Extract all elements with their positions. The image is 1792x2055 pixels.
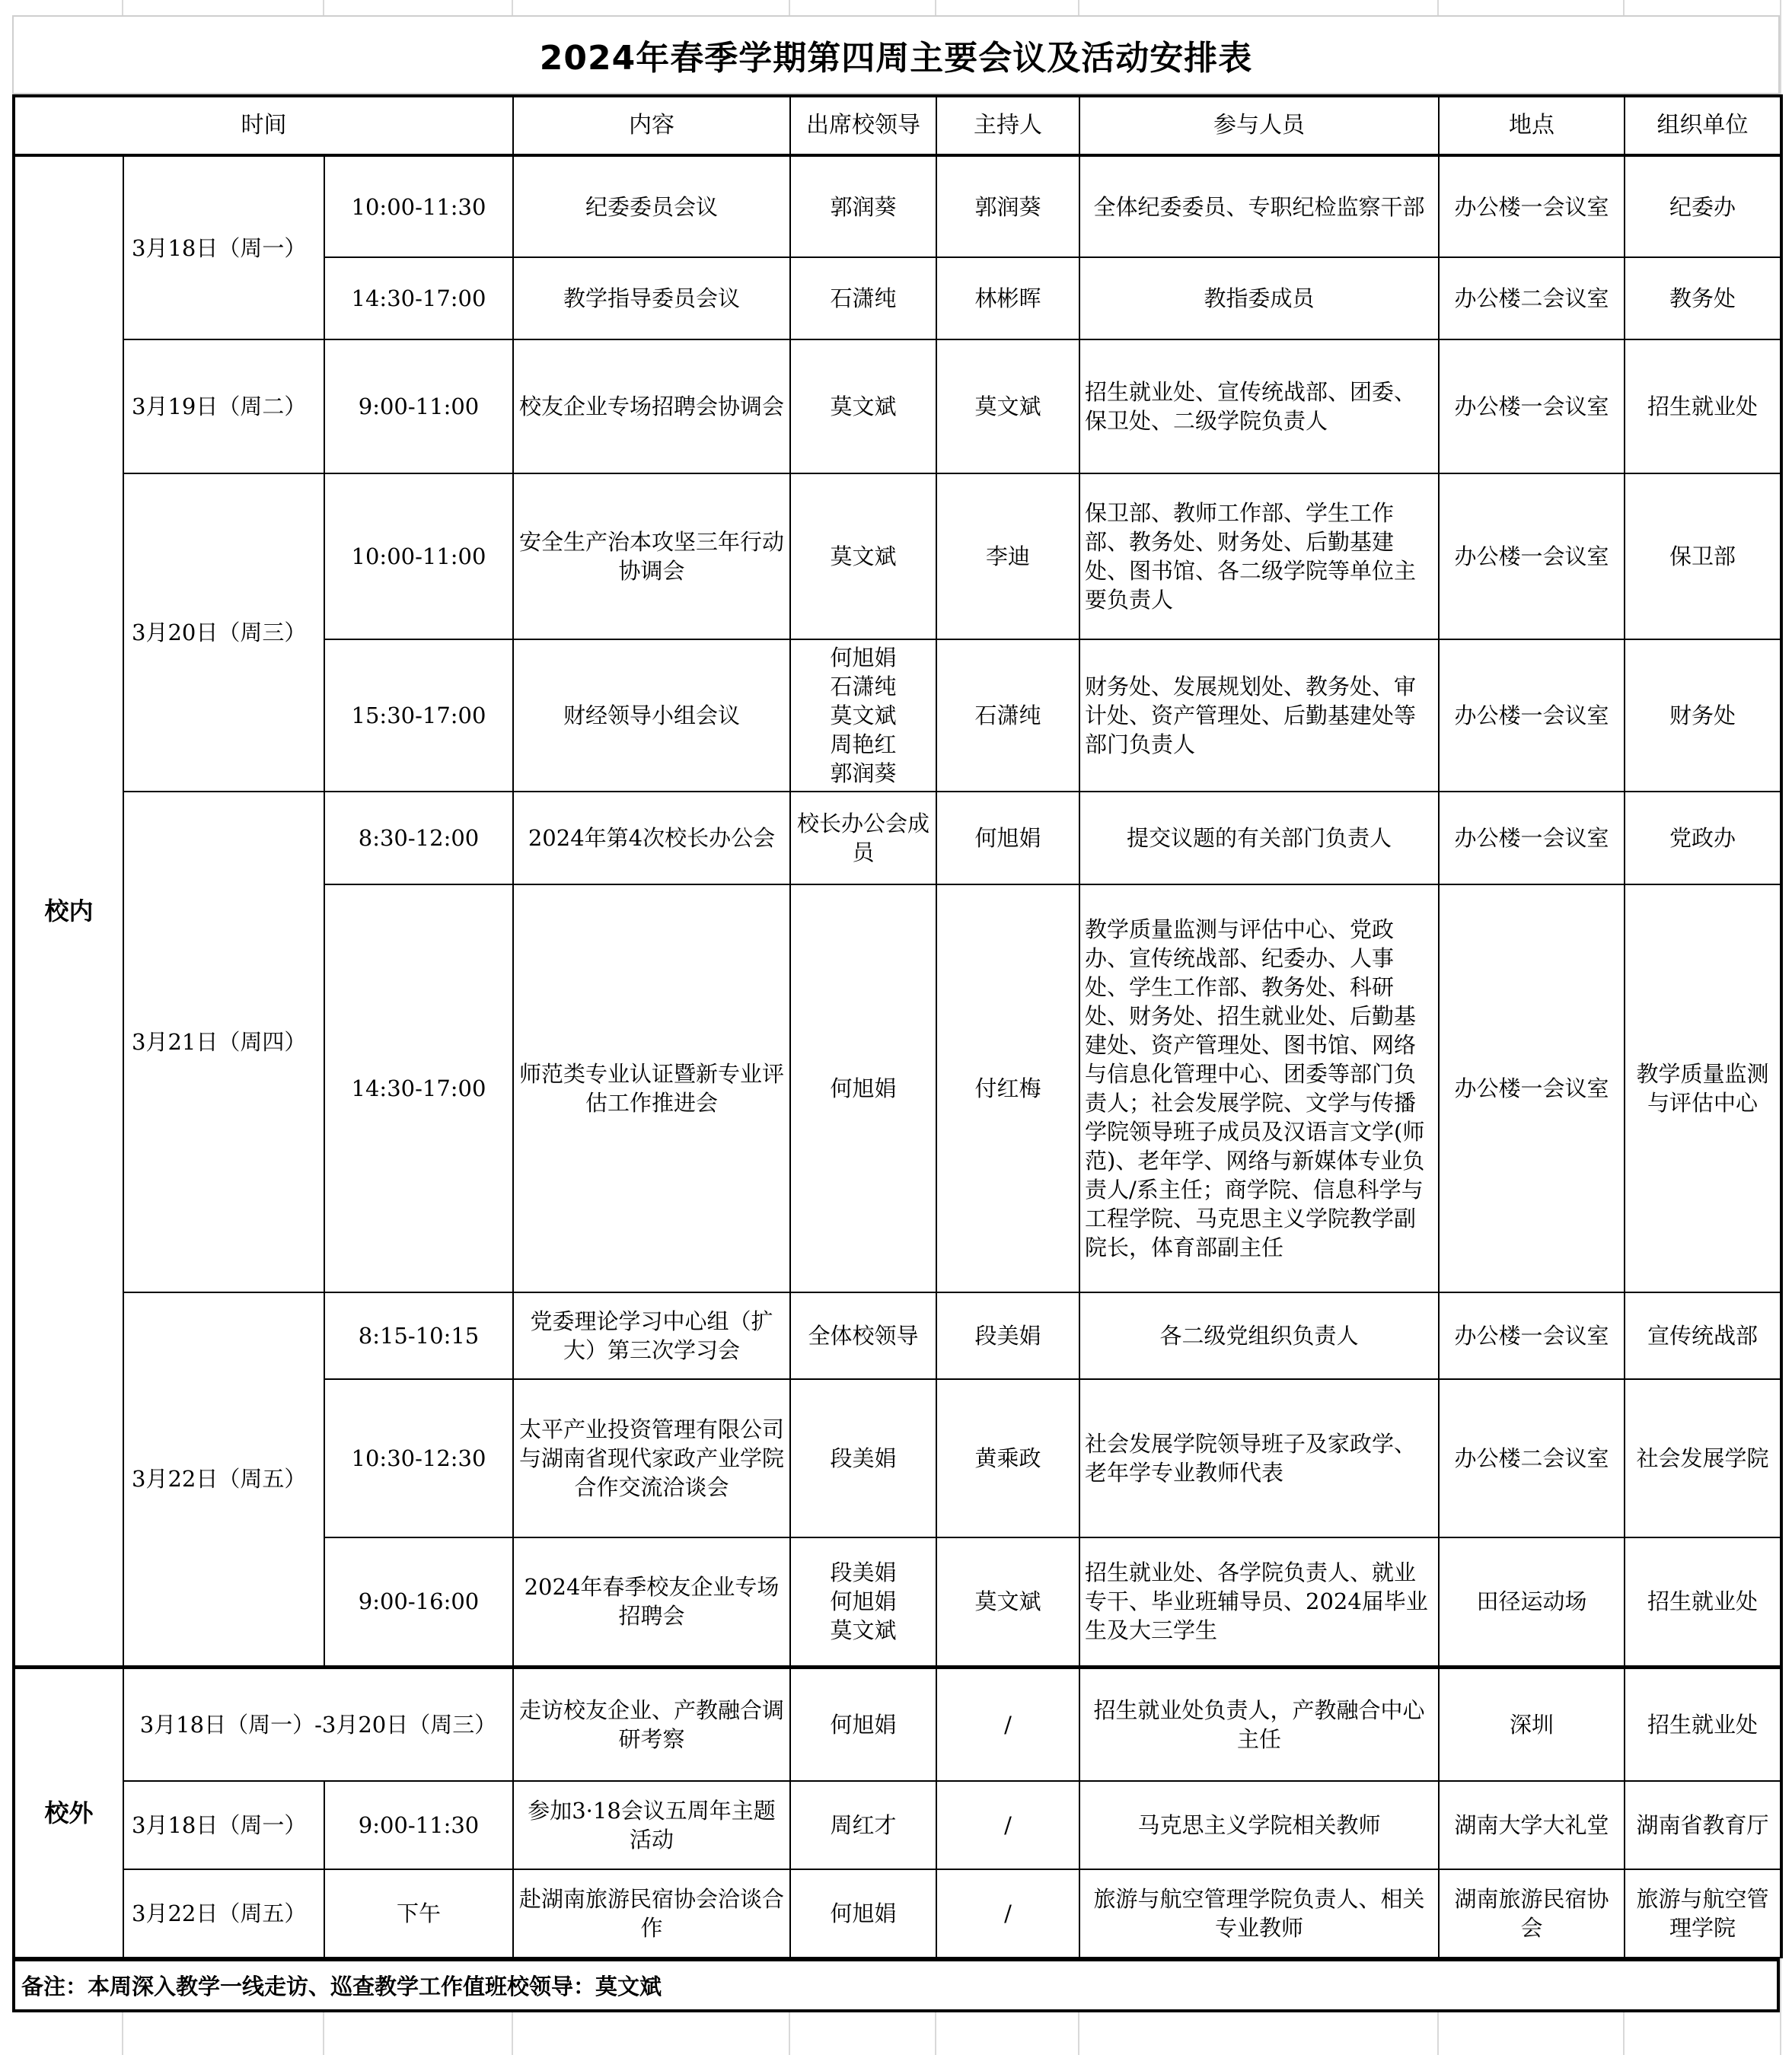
- leaders-cell: 校长办公会成员: [790, 792, 936, 884]
- organizer-cell: 招生就业处: [1625, 1667, 1781, 1781]
- participants-cell: 社会发展学院领导班子及家政学、老年学专业教师代表: [1079, 1379, 1439, 1537]
- location-cell: 办公楼一会议室: [1439, 473, 1625, 639]
- participants-cell: 招生就业处、各学院负责人、就业专干、毕业班辅导员、2024届毕业生及大三学生: [1079, 1537, 1439, 1667]
- host-cell: 付红梅: [936, 884, 1079, 1292]
- participants-cell: 各二级党组织负责人: [1079, 1292, 1439, 1379]
- organizer-cell: 宣传统战部: [1625, 1292, 1781, 1379]
- participants-cell: 提交议题的有关部门负责人: [1079, 792, 1439, 884]
- organizer-cell: 社会发展学院: [1625, 1379, 1781, 1537]
- header-participants: 参与人员: [1079, 96, 1439, 155]
- leaders-cell: 段美娟: [790, 1379, 936, 1537]
- content-cell: 2024年春季校友企业专场招聘会: [513, 1537, 790, 1667]
- content-cell: 走访校友企业、产教融合调研考察: [513, 1667, 790, 1781]
- organizer-cell: 招生就业处: [1625, 339, 1781, 473]
- leader-name: 莫文斌: [830, 703, 897, 728]
- time-cell: 9:00-11:30: [324, 1781, 513, 1869]
- region-label-outside: 校外: [14, 1667, 123, 1958]
- host-cell: 莫文斌: [936, 339, 1079, 473]
- leaders-cell: 周红才: [790, 1781, 936, 1869]
- content-cell: 校友企业专场招聘会协调会: [513, 339, 790, 473]
- host-cell: 林彬晖: [936, 257, 1079, 339]
- participants-cell: 招生就业处负责人，产教融合中心主任: [1079, 1667, 1439, 1781]
- participants-cell: 保卫部、教师工作部、学生工作部、教务处、财务处、后勤基建处、图书馆、各二级学院等单位主要负责人: [1079, 473, 1439, 639]
- location-cell: 湖南大学大礼堂: [1439, 1781, 1625, 1869]
- note-text: 备注：本周深入教学一线走访、巡查教学工作值班校领导：莫文斌: [21, 1974, 662, 1999]
- location-cell: 办公楼一会议室: [1439, 639, 1625, 792]
- organizer-cell: 旅游与航空管理学院: [1625, 1869, 1781, 1958]
- location-cell: 田径运动场: [1439, 1537, 1625, 1667]
- date-cell: 3月22日（周五）: [123, 1869, 324, 1958]
- header-row: [14, 96, 1781, 155]
- location-cell: 办公楼一会议室: [1439, 339, 1625, 473]
- host-cell: 黄乘政: [936, 1379, 1079, 1537]
- organizer-cell: 纪委办: [1625, 155, 1781, 257]
- date-cell: 3月21日（周四）: [123, 792, 324, 1292]
- participants-cell: 全体纪委委员、专职纪检监察干部: [1079, 155, 1439, 257]
- table-row: [14, 339, 1781, 473]
- location-cell: 办公楼二会议室: [1439, 257, 1625, 339]
- leaders-cell: 莫文斌: [790, 339, 936, 473]
- leader-name: 郭润葵: [830, 760, 897, 786]
- participants-cell: 教指委成员: [1079, 257, 1439, 339]
- organizer-cell: 保卫部: [1625, 473, 1781, 639]
- location-cell: 办公楼一会议室: [1439, 1292, 1625, 1379]
- location-cell: 办公楼一会议室: [1439, 155, 1625, 257]
- time-cell: 14:30-17:00: [324, 884, 513, 1292]
- date-cell: 3月18日（周一）: [123, 1781, 324, 1869]
- time-cell: 8:15-10:15: [324, 1292, 513, 1379]
- leaders-cell: 石潇纯: [790, 257, 936, 339]
- page-title: 2024年春季学期第四周主要会议及活动安排表: [539, 39, 1253, 78]
- header-host: 主持人: [936, 96, 1079, 155]
- date-cell: 3月19日（周二）: [123, 339, 324, 473]
- leaders-cell: 何旭娟: [790, 884, 936, 1292]
- table-row: [14, 473, 1781, 639]
- content-cell: 财经领导小组会议: [513, 639, 790, 792]
- organizer-cell: 湖南省教育厅: [1625, 1781, 1781, 1869]
- content-cell: 赴湖南旅游民宿协会洽谈合作: [513, 1869, 790, 1958]
- table-row: [14, 1667, 1781, 1781]
- content-cell: 党委理论学习中心组（扩大）第三次学习会: [513, 1292, 790, 1379]
- table-row: [14, 1869, 1781, 1958]
- header-organizer: 组织单位: [1625, 96, 1781, 155]
- leader-name: 莫文斌: [830, 1617, 897, 1644]
- participants-cell: 教学质量监测与评估中心、党政办、宣传统战部、纪委办、人事处、学生工作部、教务处、科研处、财务处、招生就业处、后勤基建处、资产管理处、图书馆、网络与信息化管理中心、团委等部门负责人；社会发展学院、文学与传播学院领导班子成员及汉语言文学(师范)、老年学、网络与新媒体专业负责人/系主任；商学院、信息科学与工程学院、马克思主义学院教学副院长，体育部副主任: [1079, 884, 1439, 1292]
- leader-name: 何旭娟: [830, 1588, 897, 1615]
- content-cell: 太平产业投资管理有限公司与湖南省现代家政产业学院合作交流洽谈会: [513, 1379, 790, 1537]
- host-cell: /: [936, 1869, 1079, 1958]
- footer-note: [12, 1958, 1780, 2012]
- host-cell: 李迪: [936, 473, 1079, 639]
- header-leaders: 出席校领导: [790, 96, 936, 155]
- time-cell: 9:00-11:00: [324, 339, 513, 473]
- time-cell: 下午: [324, 1869, 513, 1958]
- header-location: 地点: [1439, 96, 1625, 155]
- content-cell: 2024年第4次校长办公会: [513, 792, 790, 884]
- title-banner: [12, 15, 1780, 94]
- organizer-cell: 教学质量监测与评估中心: [1625, 884, 1781, 1292]
- date-range-cell: 3月18日（周一）-3月20日（周三）: [123, 1667, 513, 1781]
- time-cell: 15:30-17:00: [324, 639, 513, 792]
- content-cell: 参加3·18会议五周年主题活动: [513, 1781, 790, 1869]
- leaders-cell: [790, 1537, 936, 1667]
- location-cell: 办公楼一会议室: [1439, 884, 1625, 1292]
- time-cell: 8:30-12:00: [324, 792, 513, 884]
- organizer-cell: 招生就业处: [1625, 1537, 1781, 1667]
- content-cell: 师范类专业认证暨新专业评估工作推进会: [513, 884, 790, 1292]
- content-cell: 教学指导委员会议: [513, 257, 790, 339]
- leader-name: 石潇纯: [830, 674, 897, 699]
- participants-cell: 旅游与航空管理学院负责人、相关专业教师: [1079, 1869, 1439, 1958]
- date-cell: 3月20日（周三）: [123, 473, 324, 792]
- leaders-cell: 何旭娟: [790, 1869, 936, 1958]
- time-cell: 10:00-11:30: [324, 155, 513, 257]
- content-cell: 安全生产治本攻坚三年行动协调会: [513, 473, 790, 639]
- time-cell: 14:30-17:00: [324, 257, 513, 339]
- location-cell: 湖南旅游民宿协会: [1439, 1869, 1625, 1958]
- schedule-table: [12, 94, 1783, 1958]
- date-cell: 3月22日（周五）: [123, 1292, 324, 1667]
- participants-cell: 财务处、发展规划处、教务处、审计处、资产管理处、后勤基建处等部门负责人: [1079, 639, 1439, 792]
- participants-cell: 招生就业处、宣传统战部、团委、保卫处、二级学院负责人: [1079, 339, 1439, 473]
- table-row: [14, 792, 1781, 884]
- leader-name: 段美娟: [830, 1560, 897, 1586]
- table-row: [14, 155, 1781, 257]
- leaders-cell: 莫文斌: [790, 473, 936, 639]
- leader-name: 周艳红: [830, 731, 897, 757]
- leaders-cell: [790, 639, 936, 792]
- header-content: 内容: [513, 96, 790, 155]
- region-label-inside: 校内: [14, 155, 123, 1667]
- participants-cell: 马克思主义学院相关教师: [1079, 1781, 1439, 1869]
- table-row: [14, 1781, 1781, 1869]
- leaders-cell: 郭润葵: [790, 155, 936, 257]
- location-cell: 办公楼二会议室: [1439, 1379, 1625, 1537]
- date-cell: 3月18日（周一）: [123, 155, 324, 339]
- leader-name: 何旭娟: [830, 645, 897, 671]
- host-cell: 郭润葵: [936, 155, 1079, 257]
- host-cell: 莫文斌: [936, 1537, 1079, 1667]
- location-cell: 办公楼一会议室: [1439, 792, 1625, 884]
- host-cell: 石潇纯: [936, 639, 1079, 792]
- header-time: 时间: [14, 96, 513, 155]
- leaders-cell: 何旭娟: [790, 1667, 936, 1781]
- host-cell: /: [936, 1667, 1079, 1781]
- time-cell: 10:30-12:30: [324, 1379, 513, 1537]
- organizer-cell: 党政办: [1625, 792, 1781, 884]
- location-cell: 深圳: [1439, 1667, 1625, 1781]
- leaders-cell: 全体校领导: [790, 1292, 936, 1379]
- time-cell: 9:00-16:00: [324, 1537, 513, 1667]
- host-cell: /: [936, 1781, 1079, 1869]
- host-cell: 何旭娟: [936, 792, 1079, 884]
- host-cell: 段美娟: [936, 1292, 1079, 1379]
- content-cell: 纪委委员会议: [513, 155, 790, 257]
- organizer-cell: 财务处: [1625, 639, 1781, 792]
- organizer-cell: 教务处: [1625, 257, 1781, 339]
- table-row: [14, 1292, 1781, 1379]
- time-cell: 10:00-11:00: [324, 473, 513, 639]
